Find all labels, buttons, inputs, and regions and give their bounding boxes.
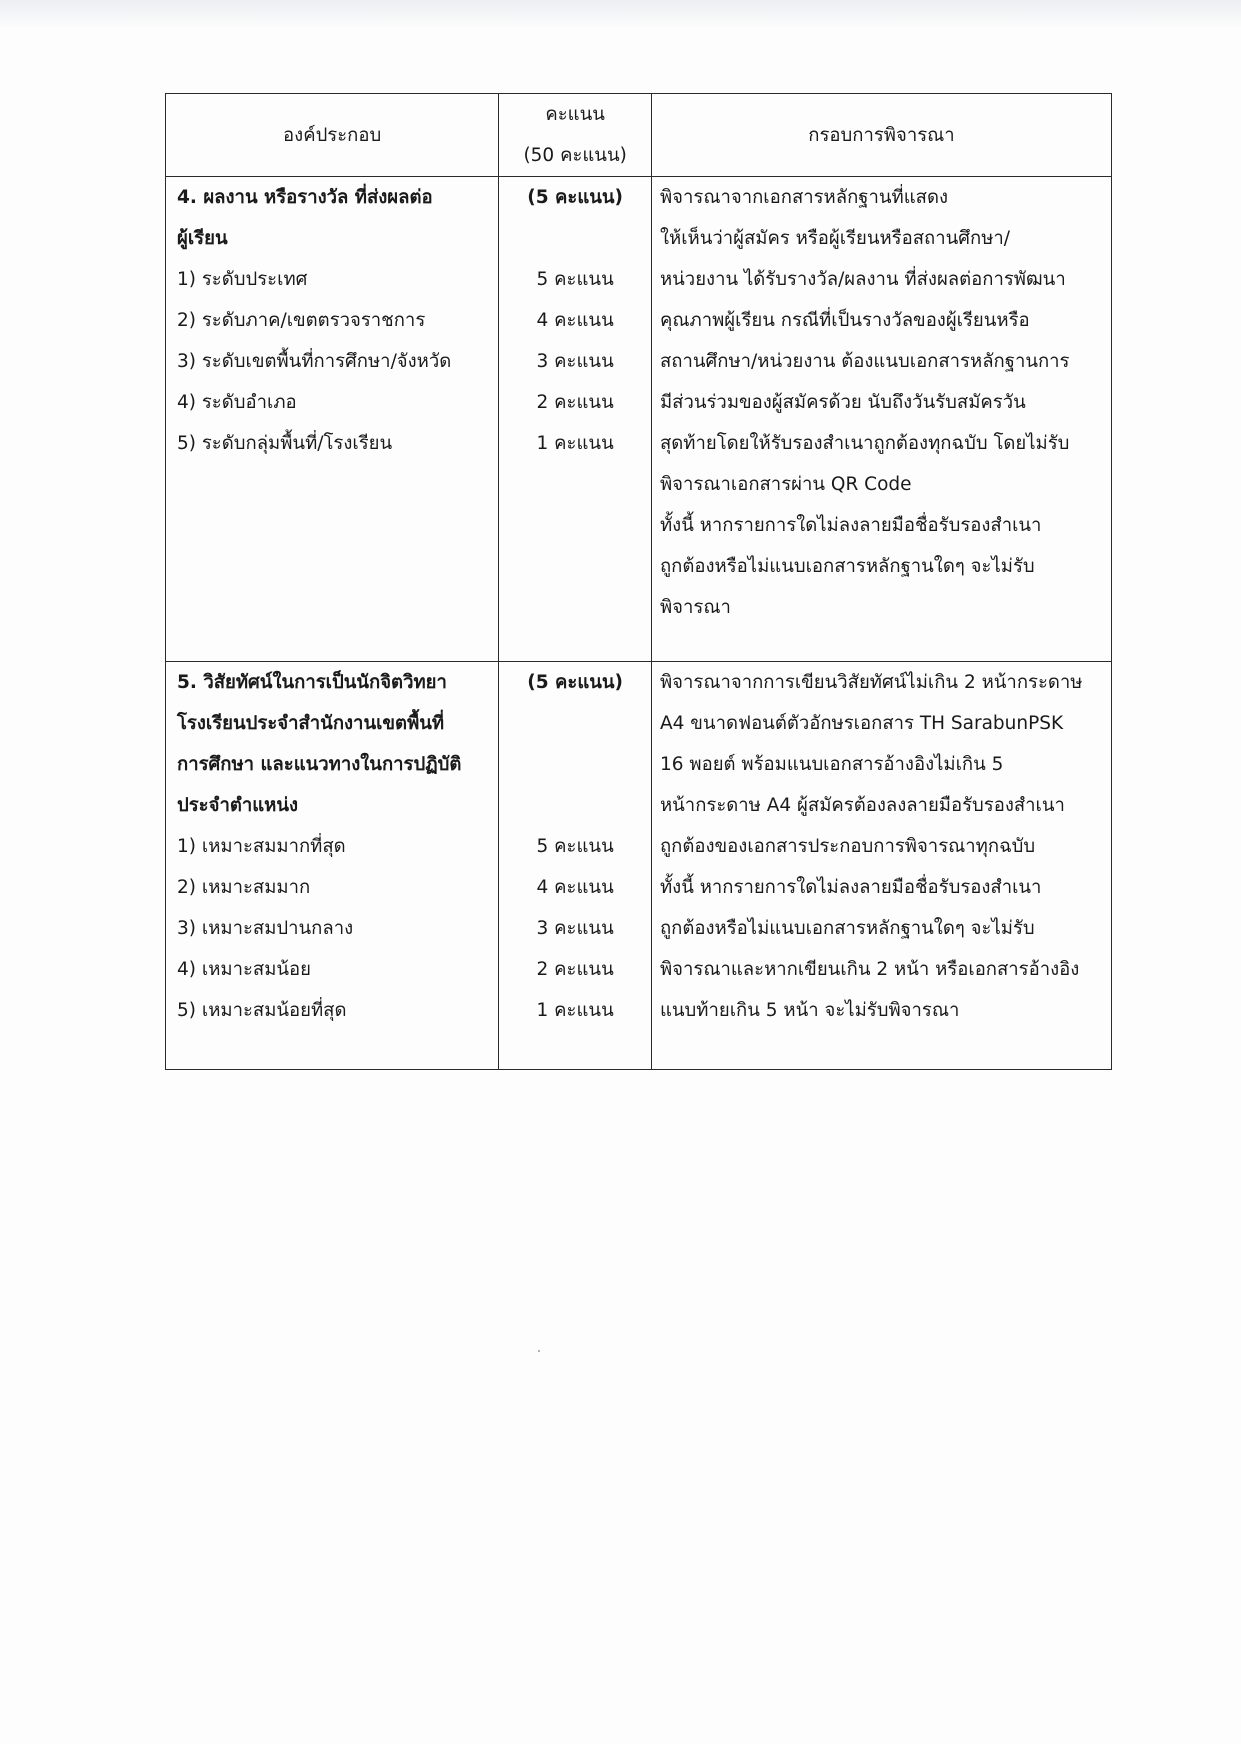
level-points: 1 คะแนน bbox=[536, 1000, 614, 1021]
component-title: การศึกษา และแนวทางในการปฏิบัติ bbox=[177, 754, 462, 775]
level-label: 4) ระดับอำเภอ bbox=[177, 392, 297, 413]
table-row bbox=[166, 662, 1111, 1069]
score-cell bbox=[499, 662, 652, 1069]
criteria-line: A4 ขนาดฟอนต์ตัวอักษรเอกสาร TH SarabunPSK bbox=[659, 713, 1064, 734]
criteria-line: ทั้งนี้ หากรายการใดไม่ลงลายมือชื่อรับรองสำเนา bbox=[659, 515, 1042, 536]
criteria-table bbox=[165, 93, 1112, 1070]
criteria-cell bbox=[652, 177, 1111, 661]
component-title: ผู้เรียน bbox=[177, 228, 228, 249]
component-cell bbox=[166, 177, 499, 661]
level-label: 1) ระดับประเทศ bbox=[177, 269, 308, 290]
score-spacer bbox=[499, 703, 651, 744]
criteria-line: มีส่วนร่วมของผู้สมัครด้วย นับถึงวันรับสมัครวัน bbox=[659, 392, 1026, 413]
scan-edge-shadow bbox=[0, 0, 1241, 28]
level-label: 3) ระดับเขตพื้นที่การศึกษา/จังหวัด bbox=[177, 351, 452, 372]
criteria-line: 16 พอยต์ พร้อมแนบเอกสารอ้างอิงไม่เกิน 5 bbox=[659, 754, 1004, 775]
level-points: 3 คะแนน bbox=[536, 351, 614, 372]
level-points: 1 คะแนน bbox=[536, 433, 614, 454]
criteria-line: ให้เห็นว่าผู้สมัคร หรือผู้เรียนหรือสถานศึกษา/ bbox=[659, 228, 1011, 249]
level-points: 4 คะแนน bbox=[536, 877, 614, 898]
level-label: 5) ระดับกลุ่มพื้นที่/โรงเรียน bbox=[177, 433, 393, 454]
header-score bbox=[499, 94, 652, 176]
level-points: 2 คะแนน bbox=[536, 959, 614, 980]
criteria-line: หน้ากระดาษ A4 ผู้สมัครต้องลงลายมือรับรองสำเนา bbox=[659, 795, 1065, 816]
header-component bbox=[166, 94, 499, 176]
component-title: ประจำตำแหน่ง bbox=[177, 795, 299, 816]
criteria-line: พิจารณาจากเอกสารหลักฐานที่แสดง bbox=[659, 187, 948, 208]
header-score-total: (50 คะแนน) bbox=[523, 145, 627, 166]
level-points: 4 คะแนน bbox=[536, 310, 614, 331]
component-title: 5. วิสัยทัศน์ในการเป็นนักจิตวิทยา bbox=[177, 672, 447, 693]
header-criteria bbox=[652, 94, 1111, 176]
criteria-line: ถูกต้องหรือไม่แนบเอกสารหลักฐานใดๆ จะไม่รับ bbox=[659, 556, 1035, 577]
score-total: (5 คะแนน) bbox=[527, 672, 624, 693]
criteria-line: พิจารณาและหากเขียนเกิน 2 หน้า หรือเอกสารอ้างอิง bbox=[659, 959, 1080, 980]
criteria-line: พิจารณาจากการเขียนวิสัยทัศน์ไม่เกิน 2 หน้ากระดาษ bbox=[659, 672, 1083, 693]
header-criteria-label: กรอบการพิจารณา bbox=[808, 124, 955, 146]
criteria-line: หน่วยงาน ได้รับรางวัล/ผลงาน ที่ส่งผลต่อการพัฒนา bbox=[659, 269, 1066, 290]
criteria-line: พิจารณาเอกสารผ่าน QR Code bbox=[659, 474, 912, 495]
level-label: 4) เหมาะสมน้อย bbox=[177, 959, 311, 980]
criteria-line: พิจารณา bbox=[659, 597, 731, 618]
score-spacer bbox=[499, 218, 651, 259]
level-points: 5 คะแนน bbox=[536, 269, 614, 290]
criteria-line: คุณภาพผู้เรียน กรณีที่เป็นรางวัลของผู้เรียนหรือ bbox=[659, 310, 1030, 331]
criteria-line: ถูกต้องของเอกสารประกอบการพิจารณาทุกฉบับ bbox=[659, 836, 1036, 857]
scan-speck bbox=[538, 1350, 540, 1352]
header-score-label: คะแนน bbox=[545, 104, 605, 125]
score-spacer bbox=[499, 785, 651, 826]
level-label: 1) เหมาะสมมากที่สุด bbox=[177, 836, 346, 857]
table-row bbox=[166, 177, 1111, 662]
criteria-line: ทั้งนี้ หากรายการใดไม่ลงลายมือชื่อรับรองสำเนา bbox=[659, 877, 1042, 898]
score-cell bbox=[499, 177, 652, 661]
criteria-line: แนบท้ายเกิน 5 หน้า จะไม่รับพิจารณา bbox=[659, 1000, 960, 1021]
criteria-cell bbox=[652, 662, 1111, 1069]
criteria-line: ถูกต้องหรือไม่แนบเอกสารหลักฐานใดๆ จะไม่รับ bbox=[659, 918, 1035, 939]
component-title: 4. ผลงาน หรือรางวัล ที่ส่งผลต่อ bbox=[177, 187, 433, 208]
component-cell bbox=[166, 662, 499, 1069]
level-label: 3) เหมาะสมปานกลาง bbox=[177, 918, 354, 939]
criteria-line: สถานศึกษา/หน่วยงาน ต้องแนบเอกสารหลักฐานการ bbox=[659, 351, 1070, 372]
level-points: 3 คะแนน bbox=[536, 918, 614, 939]
level-label: 2) เหมาะสมมาก bbox=[177, 877, 311, 898]
header-component-label: องค์ประกอบ bbox=[283, 124, 382, 146]
level-label: 5) เหมาะสมน้อยที่สุด bbox=[177, 1000, 347, 1021]
level-points: 2 คะแนน bbox=[536, 392, 614, 413]
component-title: โรงเรียนประจำสำนักงานเขตพื้นที่ bbox=[177, 713, 445, 734]
level-label: 2) ระดับภาค/เขตตรวจราชการ bbox=[177, 310, 426, 331]
score-total: (5 คะแนน) bbox=[527, 187, 624, 208]
criteria-line: สุดท้ายโดยให้รับรองสำเนาถูกต้องทุกฉบับ โดยไม่รับ bbox=[659, 433, 1070, 454]
score-spacer bbox=[499, 744, 651, 785]
level-points: 5 คะแนน bbox=[536, 836, 614, 857]
table-header-row bbox=[166, 94, 1111, 177]
